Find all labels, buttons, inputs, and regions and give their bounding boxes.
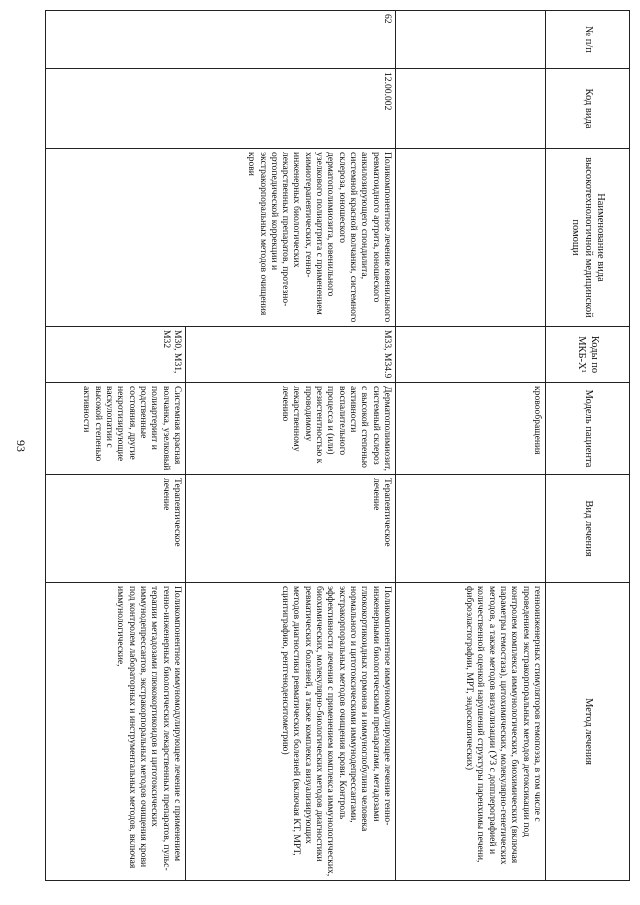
page-number: 93 [14,440,28,452]
header-patient-model: Модель пациента [546,383,630,475]
table-row [396,11,546,881]
cell-method: генноинженерных стимуляторов гемопоэза, в том числе с проведением экстракорпоральных методов детоксикации под контролем комплекса иммунологических, биохимических (включая параметры гемостаза), цитохимических, молекулярно-генетических методов, а также методов визуализации (УЗ с допплерографией и количественной оценкой нарушений структуры паренхимы печени, фиброэластографии, МРТ, эндоскопических) [396,583,546,881]
cell-model: Системная красная волчанка, узелковый полиартериит и родственные состояния, другие некротизирующие васкулопатии с высокой степенью активности [46,383,186,475]
cell-type: Терапевтическое лечение [186,475,396,583]
header-mkb: Коды по МКБ-Х¹ [546,327,630,383]
cell-method: Поликомпонентное иммуномодулирующее лечение генно-инженерными биологическими препаратами, метадозами глюкокортикоидных гормонов и иммуноглобулина человека нормального и цитотоксическими иммунодепрессантами, экстракорпоральных методов очищения крови. Контроль эффективности лечения с применением комплекса иммунологических, биохимических, молекулярно-биологических методов диагностики ревматических болезней, а также комплекса визуализирующих методов диагностики ревматических болезней (включая КТ, МРТ, сцинтиграфию, рентгеноденситометрию) [186,583,396,881]
cell-number [396,11,546,69]
cell-model: Дерматополимиозит, системный склероз с высокой степенью активности воспалительного процесса и (или) резистентностью к проводимому лекарственному лечению [186,383,396,475]
table-row [186,11,396,881]
cell-mkb [396,327,546,383]
table-header-row [546,11,630,881]
cell-number: 62 [46,11,396,69]
cell-method: Поликомпонентное иммуномодулирующее лечение с применением генно-инженерных биологических лекарственных препаратов, пульс-терапии метадозами глюкокортикоидов и цитотоксических иммунодепрессантов, экстракорпоральных методов очищения крови под контролем лабораторных и инструментальных методов, включая иммунологические, [46,583,186,881]
cell-mkb: М33, М34.9 [186,327,396,383]
cell-mkb: М30, М31, М32 [46,327,186,383]
header-treatment-type: Вид лечения [546,475,630,583]
rotated-page-content [30,10,630,880]
cell-type [396,475,546,583]
cell-type: Терапевтическое лечение [46,475,186,583]
header-number: № п/п [546,11,630,69]
cell-code [396,69,546,149]
cell-name: Поликомпонентное лечение ювенильного ревматоидного артрита, юношеского анкилозирующего спондилита, системной красной волчанки, системного склероза, юношеского дерматополимиозита, ювенильного узелкового полиартрита с применением химиотерапевтических, генно-инженерных биологических лекарственных препаратов, протезно-ортопедической коррекции и экстракорпоральных методов очищения крови [46,149,396,327]
cell-code: 12.00.002 [46,69,396,149]
header-code: Код вида [546,69,630,149]
cell-name [396,149,546,327]
cell-model: кровообращения [396,383,546,475]
header-name: Наименование вида высокотехнологичной медицинской помощи [546,149,630,327]
medical-care-table [45,10,630,881]
header-treatment-method: Метод лечения [546,583,630,881]
